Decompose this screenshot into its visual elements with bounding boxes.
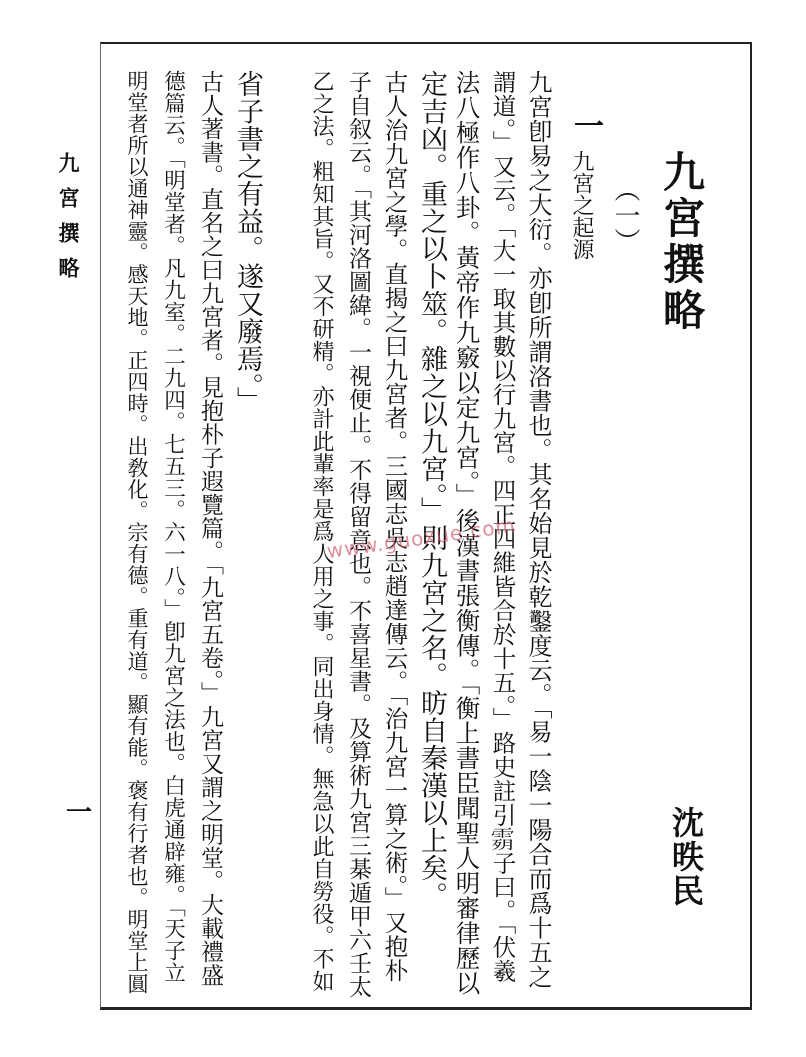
- body-line: 省子書之有益。遂又廢焉。」: [232, 70, 263, 414]
- page-number: 一: [66, 798, 93, 828]
- margin-title: 九宮撰略: [56, 152, 81, 292]
- body-line: 明堂者所以通神靈。感天地。正四時。出敎化。宗有德。重有道。顯有能。褒有行者也。明堂上圓: [125, 70, 149, 995]
- watermark: www.guoxue.com: [325, 512, 518, 564]
- section-heading: 九宮之起源: [569, 150, 594, 260]
- body-line: 謂道。」又云。「大一取其數以行九宮。四正四維皆合於十五。」路史註引𩃴子曰。「伏羲: [488, 70, 517, 983]
- body-line: 德篇云。「明堂者。凡九室。二九四。七五三。六一八。」卽九宮之法也。白虎通辟雍。「天子立: [160, 70, 186, 984]
- body-line: 古人治九宮之學。直揭之曰九宮者。三國志吳志趙達傳云。「治九宮一算之術。」又抱朴: [380, 70, 409, 983]
- heading-number: 一: [568, 110, 603, 140]
- body-line: 九宮卽易之大衍。亦卽所謂洛書也。其名始見於乾鑿度云。「易一陰一陽合而爲十五之: [524, 70, 552, 989]
- body-line: 子自叙云。「其河洛圖緯。一視便止。不得留意也。不喜星書。及算術九宮三棊遁甲六壬太: [345, 70, 371, 999]
- body-line: 古人著書。直名之曰九宮者。見抱朴子遐覽篇。「九宮五卷。」九宮又謂之明堂。大載禮盛: [197, 70, 223, 987]
- page-title: 九宮撰略: [657, 150, 706, 334]
- body-line: 乙之法。粗知其旨。又不研精。亦計此輩率是爲人用之事。同出身情。無急以此自勞役。不如: [309, 70, 334, 993]
- body-line: 定吉凶。重之以卜筮。雜之以九宮。」則九宮之名。昉自秦漢以上矣。: [416, 70, 447, 909]
- author-name: 沈昳民: [667, 806, 705, 908]
- section-number: （一）: [610, 176, 640, 254]
- body-line: 法八極作八卦。黃帝作九竅以定九宮。」後漢書張衡傳。「衡上書臣聞聖人明審律歷以: [452, 70, 482, 996]
